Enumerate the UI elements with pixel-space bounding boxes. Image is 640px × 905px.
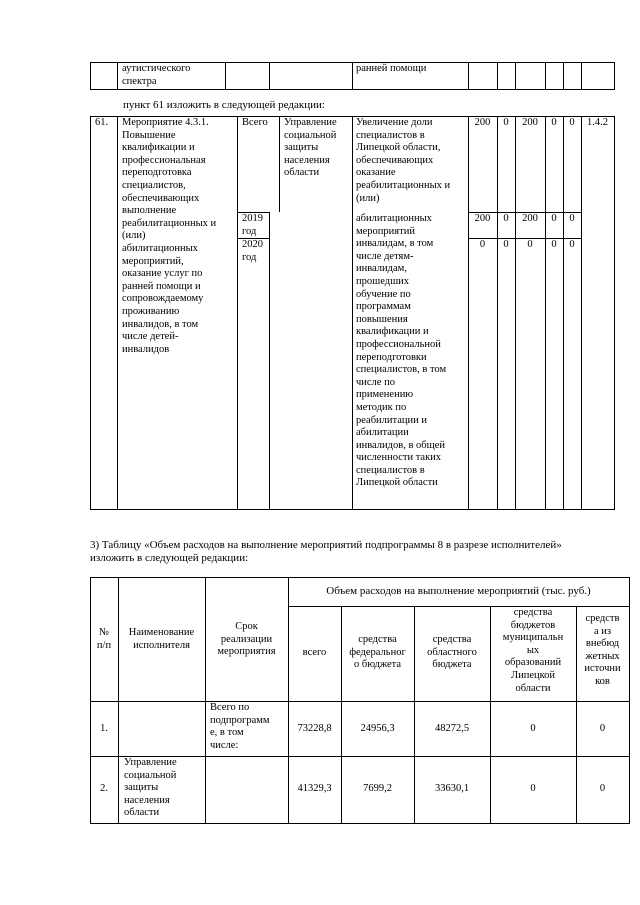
- table-border: [118, 577, 119, 823]
- table-border: [90, 509, 615, 510]
- table-row-extra: 0: [599, 783, 606, 794]
- table-border: [225, 62, 226, 89]
- table-border: [205, 577, 206, 823]
- table-border: [90, 116, 91, 509]
- table-border: [90, 62, 91, 89]
- point61-intro: пункт 61 изложить в следующей редакции:: [123, 99, 325, 111]
- value-cell: 200: [474, 213, 491, 224]
- header-federal: средства федеральног о бюджета: [349, 634, 406, 671]
- value-cell: 0: [503, 239, 509, 250]
- header-group: Объем расходов на выполнение мероприятий (тыс. руб.): [326, 585, 591, 597]
- table-border: [581, 116, 582, 509]
- table-border: [581, 62, 582, 89]
- value-cell: 200: [522, 213, 538, 224]
- table-border: [90, 823, 630, 824]
- section3-paragraph-continued: изложить в следующей редакции:: [90, 552, 249, 564]
- executor-name: Управление социальной защиты населения области: [284, 117, 337, 179]
- table-border: [497, 62, 498, 89]
- table-border: [117, 116, 118, 509]
- table-border: [117, 62, 118, 89]
- header-municipal: средства бюджетов муниципальн ых образований Липецкой области: [502, 607, 564, 694]
- table-row-regional: 33630,1: [434, 783, 470, 794]
- table-border: [269, 62, 270, 89]
- header-total: всего: [302, 647, 327, 658]
- table-border: [497, 116, 498, 509]
- value-cell: 200: [522, 117, 538, 128]
- value-cell: 0: [527, 239, 533, 250]
- indicator-text: абилитационных мероприятий инвалидам, в том числе детям- инвалидам, прошедших обучение по программам повышения квалификации и профессиональной переподготовки специалистов, в том числе по применению методик по реабилитации и абилитации инвалидов, в общей численности таких специалистов в Липецкой области: [356, 213, 447, 489]
- table-border: [614, 62, 615, 89]
- table-border: [279, 116, 280, 212]
- table-border: [352, 62, 353, 89]
- table-row-num: 1.: [100, 723, 108, 734]
- table-row-federal: 7699,2: [363, 783, 392, 794]
- table-row-num: 2.: [100, 783, 108, 794]
- table-row-total: 41329,3: [297, 783, 332, 794]
- value-cell: 0: [569, 213, 575, 224]
- fragment-cell-text: ранней помощи: [356, 63, 427, 74]
- table-row-municipal: 0: [530, 723, 536, 734]
- table-row-regional: 48272,5: [434, 723, 470, 734]
- year-label: 2020 год: [242, 239, 263, 263]
- table-border: [269, 212, 270, 509]
- indicator-text: Увеличение доли специалистов в Липецкой области, обеспечивающих оказание реабилитационных и (или): [356, 117, 451, 204]
- fragment-cell-text: аутистического спектра: [122, 63, 191, 87]
- table-border: [90, 701, 630, 702]
- table-border: [468, 116, 469, 509]
- year-label: Всего: [242, 117, 268, 128]
- table-row-name: Управление социальной защиты населения области: [124, 757, 177, 819]
- header-regional: средства областного бюджета: [427, 634, 477, 671]
- table-border: [563, 116, 564, 509]
- value-cell: 0: [569, 117, 575, 128]
- header-num: № п/п: [96, 627, 112, 651]
- table-border: [629, 577, 630, 823]
- header-name: Наименование исполнителя: [128, 627, 195, 651]
- value-cell: 0: [551, 213, 557, 224]
- table-border: [515, 116, 516, 509]
- section3-paragraph: 3) Таблицу «Объем расходов на выполнение мероприятий подпрограммы 8 в разрезе исполнителей»: [90, 539, 562, 551]
- value-cell: 0: [569, 239, 575, 250]
- value-cell: 0: [551, 117, 557, 128]
- table-row-municipal: 0: [530, 783, 536, 794]
- table-row-federal: 24956,3: [360, 723, 395, 734]
- indicator-code: 1.4.2: [587, 117, 608, 128]
- table-border: [545, 62, 546, 89]
- table-border: [515, 62, 516, 89]
- row-number: 61.: [95, 117, 109, 128]
- measure-name: Мероприятие 4.3.1. Повышение квалификации и профессиональная переподготовка специалистов, обеспечивающих выполнение реабилитационных и (или) абилитационных мероприятий, оказание услуг по ранней помощи и сопровождаемому проживанию инвалидов, в том числе детей- инвалидов: [122, 117, 217, 355]
- table-border: [614, 116, 615, 509]
- table-border: [545, 116, 546, 509]
- table-border: [288, 606, 630, 607]
- table-row-period: Всего по подпрограмм е, в том числе:: [210, 702, 270, 751]
- value-cell: 200: [474, 117, 491, 128]
- value-cell: 0: [503, 213, 509, 224]
- table-border: [90, 89, 615, 90]
- table-border: [468, 62, 469, 89]
- header-extra: средств а из внебюд жетных источни ков: [584, 613, 621, 687]
- table-border: [563, 62, 564, 89]
- value-cell: 0: [503, 117, 509, 128]
- header-period: Срок реализации мероприятия: [217, 621, 276, 658]
- year-label: 2019 год: [242, 213, 263, 237]
- table-border: [352, 116, 353, 509]
- table-row-extra: 0: [599, 723, 606, 734]
- value-cell: 0: [479, 239, 486, 250]
- table-border: [237, 116, 238, 509]
- value-cell: 0: [551, 239, 557, 250]
- table-row-total: 73228,8: [297, 723, 332, 734]
- table-border: [90, 577, 630, 578]
